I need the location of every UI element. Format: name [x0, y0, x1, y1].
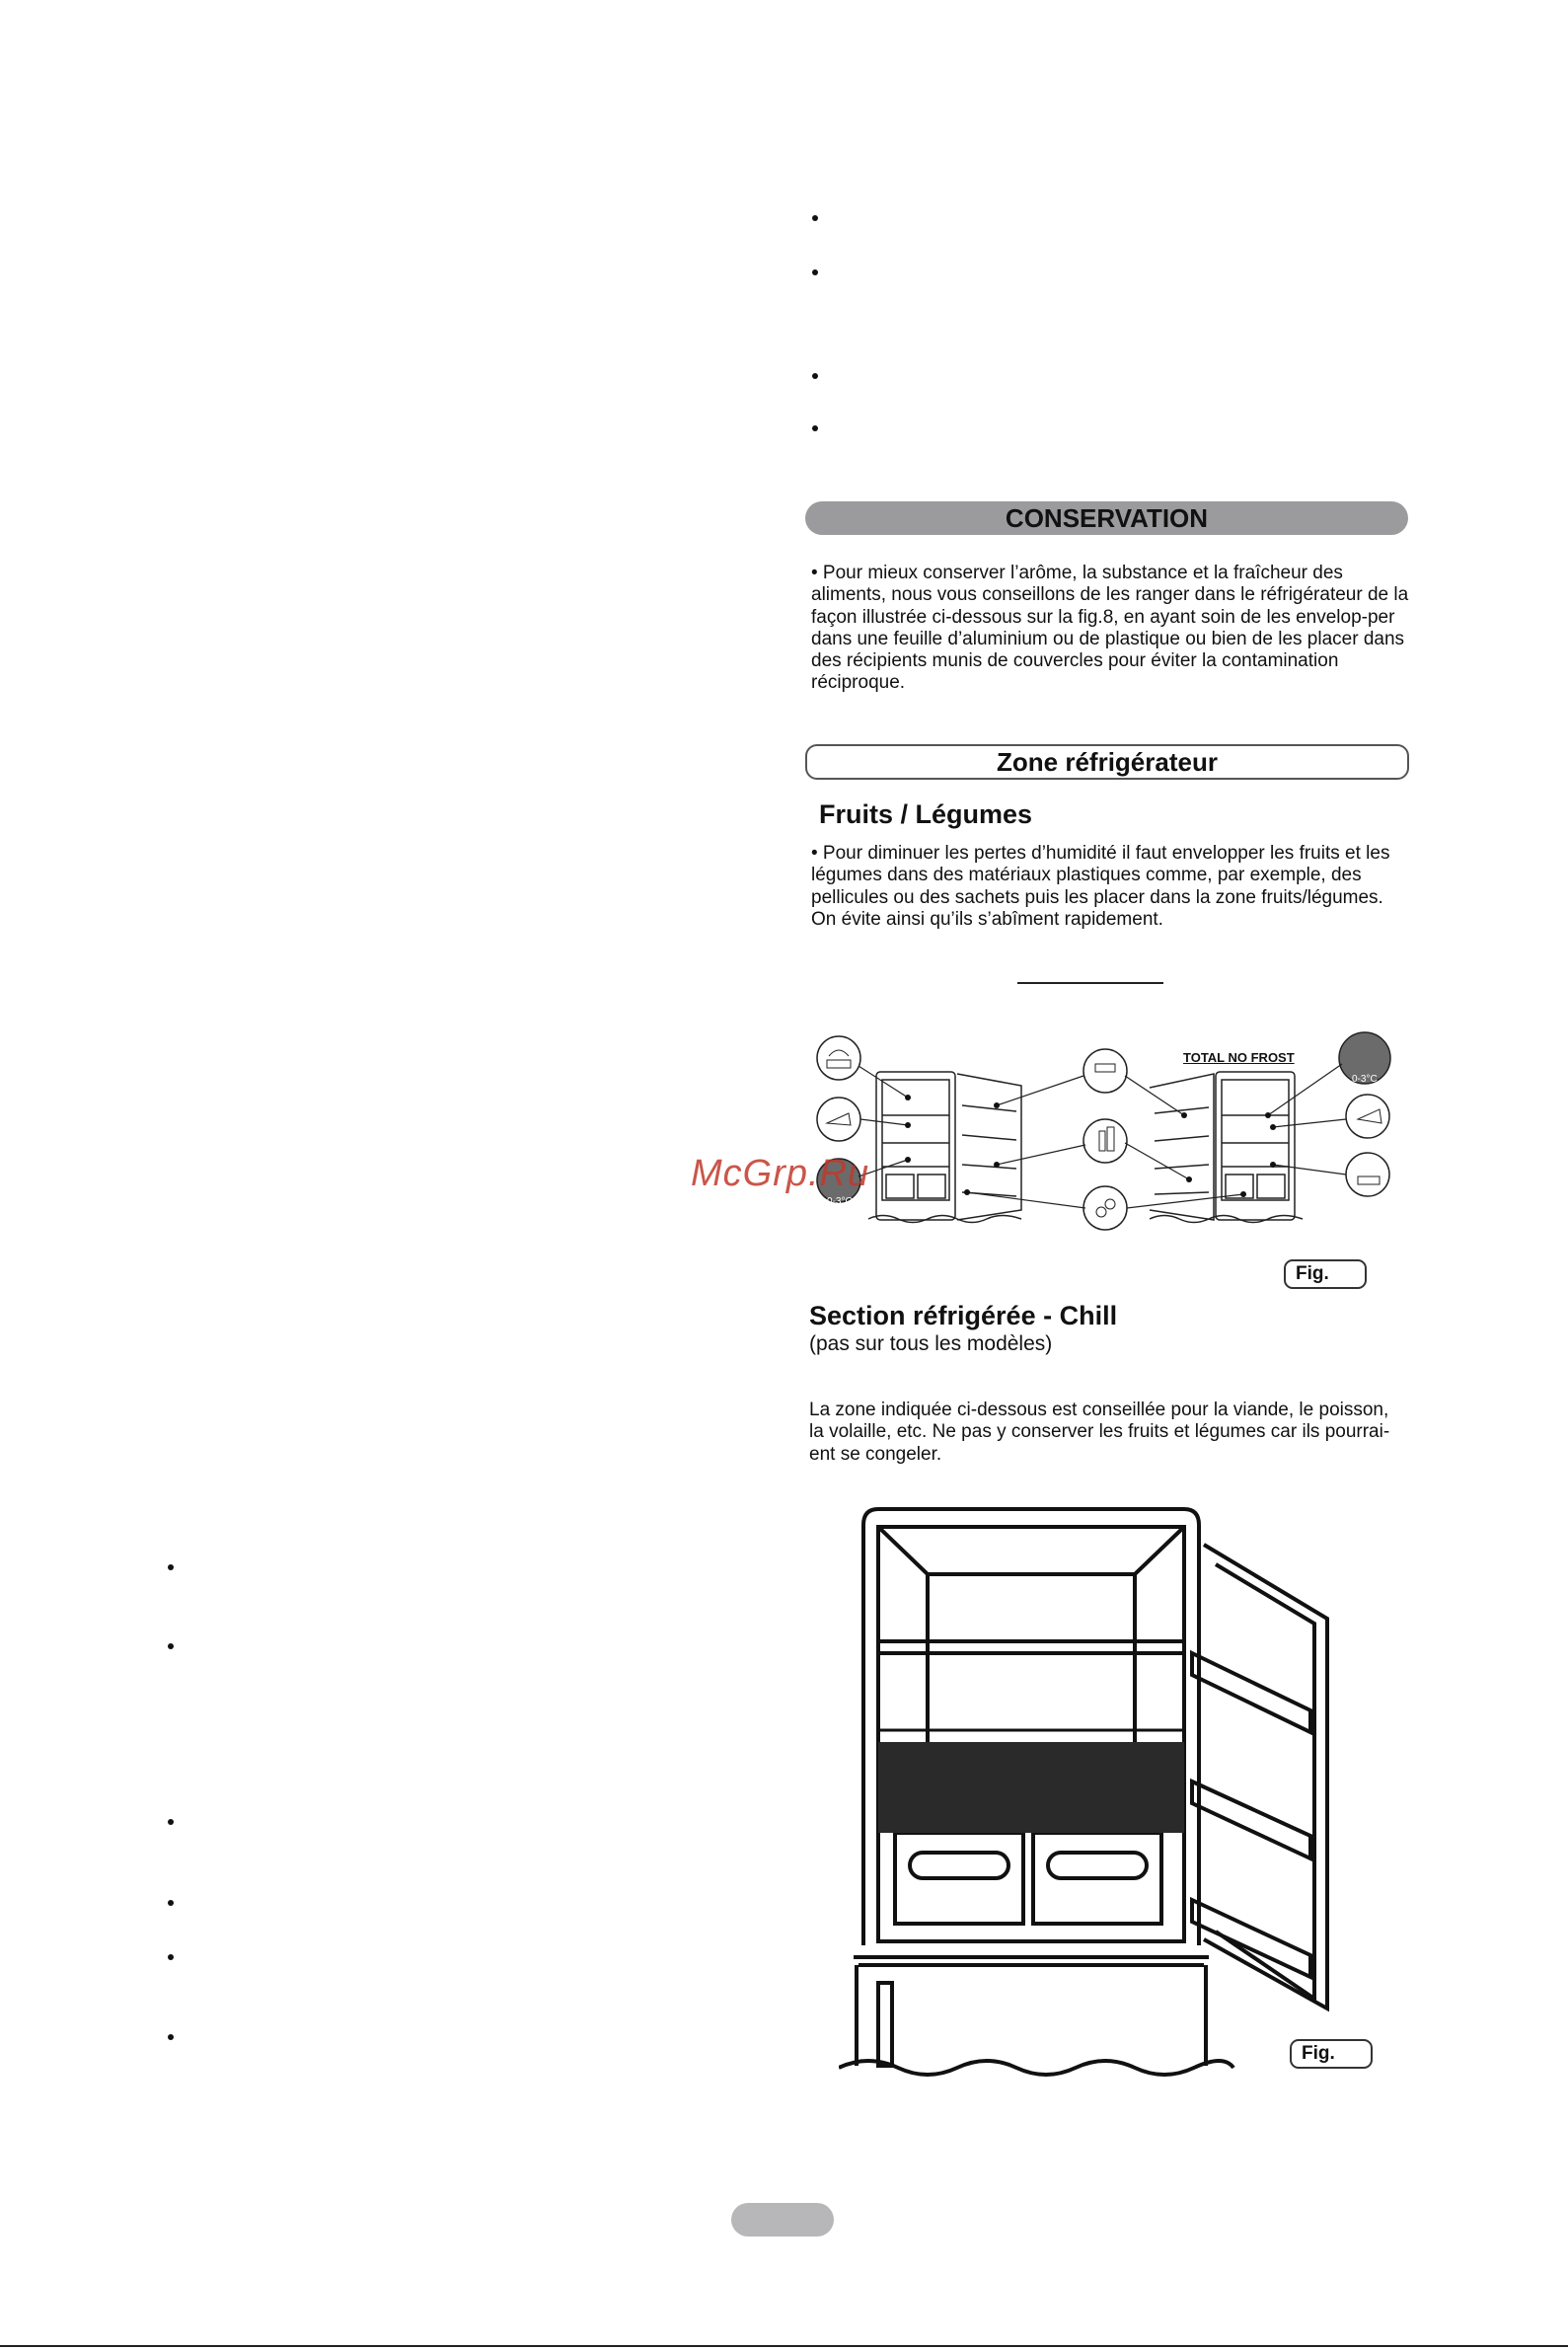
left-fridge-drawing	[868, 1072, 1021, 1223]
chill-zone-shaded	[878, 1742, 1184, 1833]
fig-badge-bottom: Fig.	[1290, 2039, 1373, 2069]
fridge-zone-banner: Zone réfrigérateur	[805, 744, 1409, 780]
cheese-icon-right	[1346, 1153, 1389, 1196]
bullet-left-6	[168, 2034, 174, 2040]
right-fridge-drawing	[1150, 1072, 1303, 1223]
temp-label-right: 0-3°C	[1352, 1074, 1378, 1085]
fruits-heading: Fruits / Légumes	[819, 799, 1033, 829]
bullet-right-3	[812, 373, 818, 379]
vegetables-icon	[1083, 1186, 1127, 1230]
bullet-right-4	[812, 425, 818, 431]
fig-badge-top: Fig.	[1284, 1259, 1367, 1289]
chill-subheading: (pas sur tous les modèles)	[809, 1332, 1053, 1355]
watermark: McGrp.Ru	[691, 1153, 870, 1194]
bullet-left-4	[168, 1900, 174, 1906]
underline-bar	[1017, 982, 1163, 984]
butter-icon	[1083, 1049, 1127, 1093]
bullet-left-1	[168, 1564, 174, 1570]
temp-label-left: 0-3°C	[827, 1196, 853, 1207]
chill-paragraph: La zone indiquée ci-dessous est conseillée pour la viande, le poisson, la volaille, etc. Ne pas y conserver les fruits et légumes car ils pourrai-ent se congeler.	[809, 1400, 1390, 1465]
total-no-frost-label: TOTAL NO FROST	[1183, 1050, 1295, 1065]
bullet-right-2	[812, 269, 818, 275]
bullet-right-1	[812, 215, 818, 221]
bullet-left-2	[168, 1643, 174, 1649]
bullet-left-5	[168, 1954, 174, 1960]
fruits-paragraph: • Pour diminuer les pertes d’humidité il faut envelopper les fruits et les légumes dans des matériaux plastiques comme, par exemple, des pellicules ou des sachets puis les placer dans la zone fruits/légumes. On évite ainsi qu’ils s’abîment rapidement.	[811, 843, 1390, 930]
meat-icon	[817, 1098, 860, 1141]
chill-fridge-figure	[839, 1505, 1352, 2078]
cheese-icon	[817, 1036, 860, 1080]
bottom-rule	[0, 2345, 1568, 2347]
page-number-pill	[731, 2203, 834, 2236]
conservation-paragraph: • Pour mieux conserver l’arôme, la substance et la fraîcheur des aliments, nous vous conseillons de les ranger dans le réfrigérateur de la façon illustrée ci-dessous sur la fig.8, en ayant soin de les envelop-per dans une feuille d’aluminium ou de plastique ou bien de les placer dans des récipients munis de couvercles pour éviter la contamination réciproque.	[811, 563, 1409, 694]
fridge-storage-figure	[809, 1017, 1401, 1239]
chill-heading: Section réfrigérée - Chill	[809, 1301, 1118, 1330]
conservation-banner: CONSERVATION	[805, 501, 1408, 535]
bullet-left-3	[168, 1819, 174, 1825]
meat-icon-right	[1346, 1095, 1389, 1138]
